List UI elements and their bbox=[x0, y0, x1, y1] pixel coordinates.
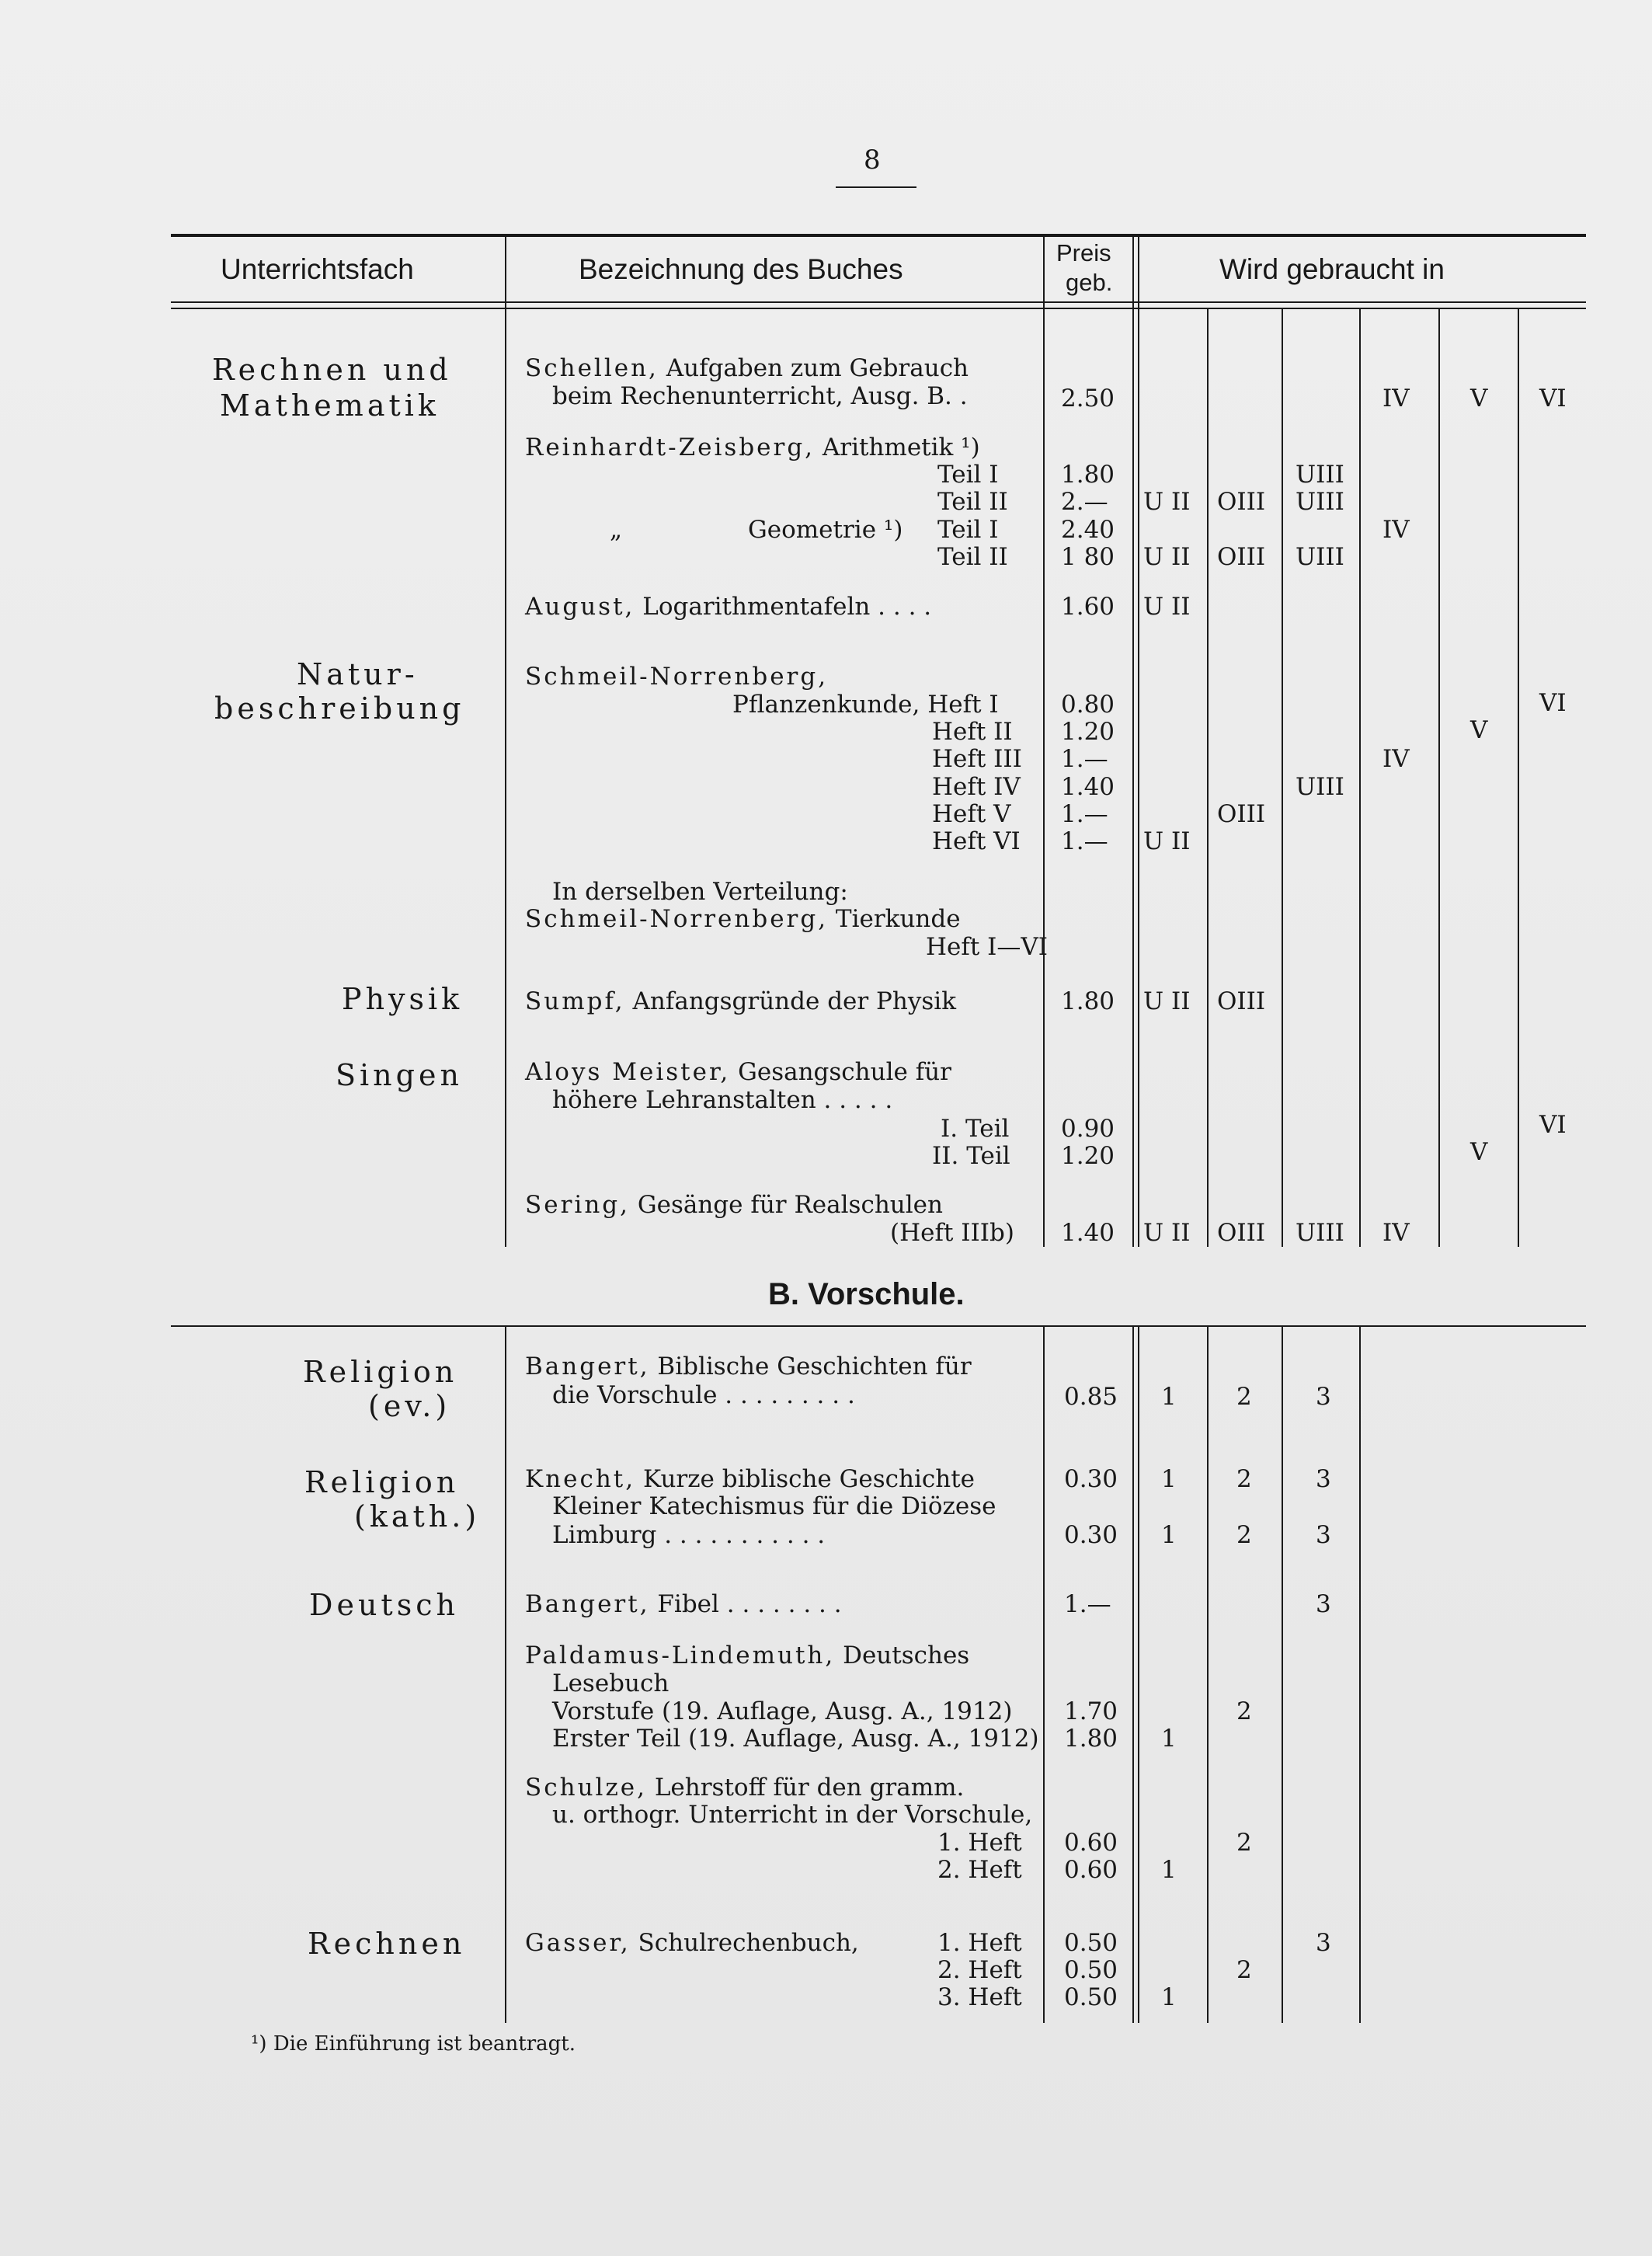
subject-nat-2: beschreibung bbox=[214, 691, 465, 726]
section-b-title: B. Vorschule. bbox=[768, 1277, 965, 1311]
subject-math-2: Mathematik bbox=[220, 388, 440, 423]
column-rule-c2 bbox=[1282, 309, 1283, 1247]
page-number-rule bbox=[836, 186, 916, 188]
price-h3: 1.— bbox=[1061, 745, 1108, 773]
price-knecht: 0.30 bbox=[1064, 1465, 1118, 1493]
subject-math-1: Rechnen und bbox=[212, 353, 452, 387]
price-schulze1: 0.60 bbox=[1064, 1829, 1118, 1857]
book-sering bbox=[525, 1191, 943, 1219]
book-august bbox=[525, 593, 931, 621]
class-sering-iv: IV bbox=[1382, 1219, 1410, 1247]
column-rule-price-b bbox=[1138, 235, 1139, 1247]
book-paldamus bbox=[525, 1642, 969, 1669]
subject-religion-kath-2: (kath.) bbox=[354, 1499, 481, 1534]
title-sering: Gesänge für Realschulen bbox=[629, 1191, 943, 1219]
heft-vi: Heft VI bbox=[932, 827, 1021, 855]
book-schulze-2: u. orthogr. Unterricht in der Vorschule, bbox=[552, 1801, 1033, 1829]
author-schmeil-tier: Schmeil-Norrenberg, bbox=[525, 905, 829, 933]
ditto-mark: „ bbox=[610, 516, 623, 544]
column-rule-c3 bbox=[1359, 309, 1361, 1247]
class-vorstufe-2: 2 bbox=[1236, 1697, 1252, 1725]
reinhardt-teil-i: Teil I bbox=[937, 461, 999, 489]
class-gasser2-2: 2 bbox=[1236, 1956, 1252, 1984]
erster-teil: Erster Teil (19. Auflage, Ausg. A., 1912) bbox=[552, 1725, 1039, 1753]
author-sering: Sering, bbox=[525, 1191, 630, 1219]
header-book: Bezeichnung des Buches bbox=[579, 253, 903, 285]
column-rule-subject-b bbox=[505, 1327, 506, 2023]
book-sumpf bbox=[525, 987, 956, 1015]
class-g-t2-uii: U II bbox=[1143, 543, 1191, 571]
meister-i-teil: I. Teil bbox=[941, 1115, 1010, 1143]
book-gasser bbox=[525, 1929, 859, 1957]
price-h1: 0.80 bbox=[1061, 691, 1115, 719]
price-h5: 1.— bbox=[1061, 800, 1108, 828]
class-schellen-vi: VI bbox=[1539, 385, 1567, 413]
class-gasser3-1: 1 bbox=[1161, 1983, 1177, 2011]
subject-deutsch: Deutsch bbox=[309, 1588, 459, 1622]
price-bangert: 0.85 bbox=[1064, 1383, 1118, 1411]
author-gasser: Gasser, bbox=[525, 1929, 631, 1957]
price-schulze2: 0.60 bbox=[1064, 1856, 1118, 1884]
column-rule-price-b2 bbox=[1138, 1327, 1139, 2023]
title-bangert: Biblische Geschichten für bbox=[649, 1353, 972, 1380]
schulze-heft-2: 2. Heft bbox=[937, 1856, 1022, 1884]
reinhardt-teil-ii: Teil II bbox=[937, 488, 1008, 516]
price-fibel: 1.— bbox=[1064, 1590, 1111, 1618]
book-bangert-2: die Vorschule . . . . . . . . . bbox=[552, 1381, 855, 1409]
class-r-t1-uiii: UIII bbox=[1296, 461, 1344, 489]
heft-i-vi: Heft I—VI bbox=[926, 933, 1049, 961]
author-sumpf: Sumpf, bbox=[525, 987, 625, 1015]
title-fibel: Fibel . . . . . . . . bbox=[649, 1590, 842, 1618]
author-august: August, bbox=[525, 593, 635, 621]
class-sumpf-uii: U II bbox=[1143, 987, 1191, 1015]
class-m2-v: V bbox=[1470, 1138, 1488, 1166]
author-knecht: Knecht, bbox=[525, 1465, 636, 1493]
column-rule-b-c3 bbox=[1359, 1327, 1361, 2023]
class-g-t1-iv: IV bbox=[1382, 516, 1410, 544]
book-reinhardt bbox=[525, 433, 980, 461]
book-schmeil: Schmeil-Norrenberg, bbox=[525, 663, 829, 691]
book-meister bbox=[525, 1058, 951, 1086]
class-bangert-3: 3 bbox=[1316, 1383, 1331, 1411]
price-h4: 1.40 bbox=[1061, 773, 1115, 801]
class-erster-1: 1 bbox=[1161, 1725, 1177, 1753]
book-knecht bbox=[525, 1465, 975, 1493]
class-schulze1-2: 2 bbox=[1236, 1829, 1252, 1857]
price-erster: 1.80 bbox=[1064, 1725, 1118, 1753]
subject-religion-kath: Religion bbox=[304, 1465, 460, 1499]
class-r-t2-oiii: OIII bbox=[1217, 488, 1266, 516]
price-sering: 1.40 bbox=[1061, 1219, 1115, 1247]
title-tierkunde: Tierkunde bbox=[828, 905, 961, 933]
header-price-2: geb. bbox=[1066, 269, 1113, 296]
class-sumpf-oiii: OIII bbox=[1217, 987, 1266, 1015]
book-schellen bbox=[525, 354, 969, 382]
header-rule-1 bbox=[171, 301, 1586, 303]
vorstufe: Vorstufe (19. Auflage, Ausg. A., 1912) bbox=[552, 1697, 1013, 1725]
class-h1-vi: VI bbox=[1539, 689, 1567, 717]
column-rule-book-b bbox=[1043, 1327, 1045, 2023]
header-price-1: Preis bbox=[1056, 239, 1111, 266]
price-m2: 1.20 bbox=[1061, 1142, 1115, 1170]
class-sering-oiii: OIII bbox=[1217, 1219, 1266, 1247]
price-gasser2: 0.50 bbox=[1064, 1956, 1118, 1984]
class-r-t2-uiii: UIII bbox=[1296, 488, 1344, 516]
column-rule-price-a bbox=[1132, 235, 1134, 1247]
subject-religion-ev-2: (ev.) bbox=[368, 1389, 451, 1423]
book-schellen-2: beim Rechenunterricht, Ausg. B. . bbox=[552, 382, 968, 410]
price-august: 1.60 bbox=[1061, 593, 1115, 621]
class-sering-uii: U II bbox=[1143, 1219, 1191, 1247]
class-knecht-2: 2 bbox=[1236, 1465, 1252, 1493]
class-bangert-2: 2 bbox=[1236, 1383, 1252, 1411]
class-h6-uii: U II bbox=[1143, 827, 1191, 855]
katechismus: Kleiner Katechismus für die Diözese bbox=[552, 1492, 996, 1520]
class-august-uii: U II bbox=[1143, 593, 1191, 621]
class-fibel-3: 3 bbox=[1316, 1590, 1331, 1618]
class-h3-iv: IV bbox=[1382, 745, 1410, 773]
author-meister: Aloys Meister, bbox=[525, 1058, 731, 1086]
book-bangert bbox=[525, 1353, 972, 1380]
gasser-heft-2: 2. Heft bbox=[937, 1956, 1022, 1984]
column-rule-c4 bbox=[1438, 309, 1440, 1247]
class-r-t2-uii: U II bbox=[1143, 488, 1191, 516]
heft-ii: Heft II bbox=[932, 718, 1013, 746]
subject-religion-ev: Religion bbox=[303, 1355, 458, 1389]
title-schellen: Aufgaben zum Gebrauch bbox=[658, 354, 969, 382]
class-bangert-1: 1 bbox=[1161, 1383, 1177, 1411]
column-rule-b-c2 bbox=[1282, 1327, 1283, 2023]
book-schulze bbox=[525, 1774, 964, 1802]
pflanzen-heft-i: Pflanzenkunde, Heft I bbox=[732, 691, 999, 719]
class-knecht-3: 3 bbox=[1316, 1465, 1331, 1493]
geometrie: Geometrie ¹) bbox=[748, 516, 903, 544]
column-rule-price-b1 bbox=[1132, 1327, 1134, 2023]
column-rule-book bbox=[1043, 235, 1045, 1247]
author-schellen: Schellen, bbox=[525, 354, 659, 382]
column-rule-c1 bbox=[1207, 309, 1209, 1247]
section-b-rule bbox=[171, 1325, 1586, 1327]
header-subject: Unterrichtsfach bbox=[221, 253, 414, 285]
author-fibel: Bangert, bbox=[525, 1590, 650, 1618]
schulze-heft-1: 1. Heft bbox=[937, 1829, 1022, 1857]
class-h5-oiii: OIII bbox=[1217, 800, 1266, 828]
author-paldamus: Paldamus-Lindemuth, bbox=[525, 1642, 836, 1669]
class-m1-vi: VI bbox=[1539, 1111, 1567, 1139]
class-schellen-iv: IV bbox=[1382, 385, 1410, 413]
class-schulze2-1: 1 bbox=[1161, 1856, 1177, 1884]
price-h6: 1.— bbox=[1061, 827, 1108, 855]
column-rule-subject bbox=[505, 235, 506, 1247]
class-g-t2-oiii: OIII bbox=[1217, 543, 1266, 571]
meister-ii-teil: II. Teil bbox=[932, 1142, 1010, 1170]
price-schellen: 2.50 bbox=[1061, 385, 1115, 413]
class-gasser1-3: 3 bbox=[1316, 1929, 1331, 1957]
class-g-t2-uiii: UIII bbox=[1296, 543, 1344, 571]
footnote: ¹) Die Einführung ist beantragt. bbox=[251, 2032, 576, 2056]
gasser-heft-3: 3. Heft bbox=[937, 1983, 1022, 2011]
class-sering-uiii: UIII bbox=[1296, 1219, 1344, 1247]
author-schulze: Schulze, bbox=[525, 1774, 647, 1802]
book-sering-2: (Heft IIIb) bbox=[890, 1219, 1014, 1247]
heft-iii: Heft III bbox=[932, 745, 1022, 773]
class-limburg-3: 3 bbox=[1316, 1521, 1331, 1549]
price-g-t1: 2.40 bbox=[1061, 516, 1115, 544]
title-meister: Gesangschule für bbox=[730, 1058, 951, 1086]
lesebuch: Lesebuch bbox=[552, 1669, 669, 1697]
class-h2-v: V bbox=[1470, 716, 1488, 744]
price-g-t2: 1 80 bbox=[1061, 543, 1115, 571]
title-reinhardt: Arithmetik ¹) bbox=[815, 433, 980, 461]
header-used: Wird gebraucht in bbox=[1219, 253, 1445, 285]
title-knecht: Kurze biblische Geschichte bbox=[635, 1465, 976, 1493]
price-h2: 1.20 bbox=[1061, 718, 1115, 746]
price-r-t2: 2.— bbox=[1061, 488, 1108, 516]
heft-v: Heft V bbox=[932, 800, 1011, 828]
title-sumpf: Anfangsgründe der Physik bbox=[624, 987, 956, 1015]
class-limburg-2: 2 bbox=[1236, 1521, 1252, 1549]
title-paldamus: Deutsches bbox=[835, 1642, 970, 1669]
heft-iv: Heft IV bbox=[932, 773, 1021, 801]
book-schmeil-tier bbox=[525, 905, 961, 933]
subject-nat-1: Natur- bbox=[297, 657, 419, 691]
price-sumpf: 1.80 bbox=[1061, 987, 1115, 1015]
price-m1: 0.90 bbox=[1061, 1115, 1115, 1143]
table-top-rule bbox=[171, 234, 1586, 237]
class-knecht-1: 1 bbox=[1161, 1465, 1177, 1493]
price-vorstufe: 1.70 bbox=[1064, 1697, 1118, 1725]
header-rule-2 bbox=[171, 308, 1586, 309]
title-august: Logarithmentafeln . . . . bbox=[635, 593, 932, 621]
gasser-heft-1: 1. Heft bbox=[937, 1929, 1022, 1957]
column-rule-b-c1 bbox=[1207, 1327, 1209, 2023]
subject-rechnen: Rechnen bbox=[308, 1927, 466, 1961]
geometrie-teil-i: Teil I bbox=[937, 516, 999, 544]
limburg: Limburg . . . . . . . . . . . bbox=[552, 1521, 826, 1549]
title-gasser: Schulrechenbuch, bbox=[630, 1929, 859, 1957]
subject-physik: Physik bbox=[342, 982, 464, 1016]
price-gasser3: 0.50 bbox=[1064, 1983, 1118, 2011]
verteilung: In derselben Verteilung: bbox=[552, 878, 848, 906]
class-h4-uiii: UIII bbox=[1296, 773, 1344, 801]
book-meister-2: höhere Lehranstalten . . . . . bbox=[552, 1086, 893, 1114]
author-bangert: Bangert, bbox=[525, 1353, 650, 1380]
author-reinhardt: Reinhardt-Zeisberg, bbox=[525, 433, 816, 461]
class-limburg-1: 1 bbox=[1161, 1521, 1177, 1549]
page-number: 8 bbox=[864, 144, 881, 176]
book-fibel bbox=[525, 1590, 842, 1618]
title-schulze: Lehrstoff für den gramm. bbox=[646, 1774, 965, 1802]
price-r-t1: 1.80 bbox=[1061, 461, 1115, 489]
price-gasser1: 0.50 bbox=[1064, 1929, 1118, 1957]
geometrie-teil-ii: Teil II bbox=[937, 543, 1008, 571]
subject-singen: Singen bbox=[336, 1058, 463, 1092]
price-limburg: 0.30 bbox=[1064, 1521, 1118, 1549]
class-schellen-v: V bbox=[1470, 385, 1488, 413]
column-rule-c5 bbox=[1518, 309, 1519, 1247]
